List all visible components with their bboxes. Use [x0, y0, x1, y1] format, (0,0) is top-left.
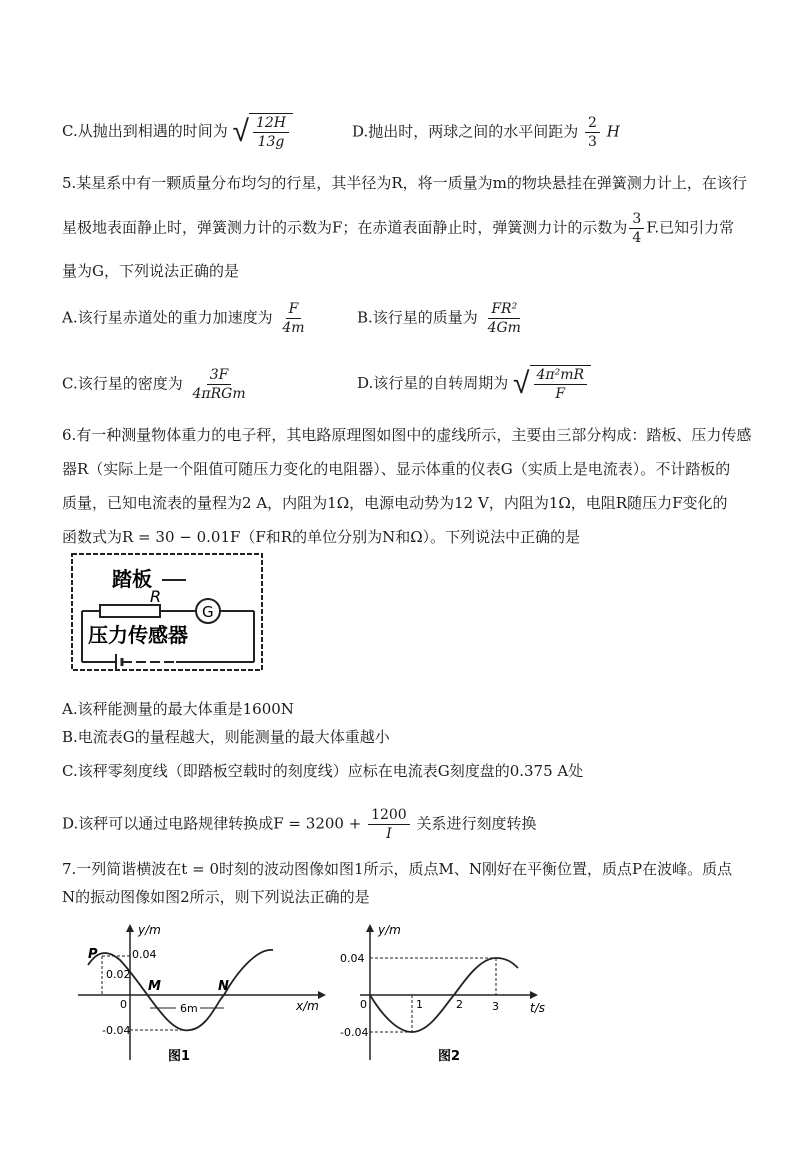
q6-option-a[interactable]: A.该秤能测量的最大体重是1600N — [62, 700, 294, 718]
origin-label: 0 — [360, 998, 367, 1011]
label-G: G — [202, 603, 214, 621]
y-axis-arrow — [126, 924, 134, 932]
q5-option-d[interactable]: D.该行星的自转周期为 √ $\frac{\text{4π²mR}}{F}$ — [357, 364, 591, 404]
q6-circuit-figure — [66, 550, 266, 680]
wave-curve — [88, 950, 273, 1031]
t-axis-arrow — [530, 991, 538, 999]
q6-option-c[interactable]: C.该秤零刻度线（即踏板空载时的刻度线）应标在电流表G刻度盘的0.375 A处 — [62, 762, 584, 780]
y-axis-label: y/m — [378, 923, 401, 937]
q4-options-row — [62, 112, 760, 152]
q6-stem-line1: 6.有一种测量物体重力的电子秤，其电路原理图如图中的虚线所示，主要由三部分构成：踏板、压力传感 — [62, 426, 752, 444]
q5-stem-line1: 5.某星系中有一颗质量分布均匀的行星，其半径为R，将一质量为m的物块悬挂在弹簧测力计上，在该行 — [62, 174, 747, 192]
sqrt-expression: √ $\frac{12H}{13g}$ — [233, 112, 294, 152]
label-M: M — [148, 979, 161, 994]
q6-stem-line2: 器R（实际上是一个阻值可随压力变化的电阻器）、显示体重的仪表G（实质上是电流表）。不计踏板的 — [62, 460, 731, 478]
q5-option-a[interactable]: A.该行星赤道处的重力加速度为 $\frac{F}{4m}$ — [62, 301, 305, 336]
q7-figure-2 — [340, 920, 560, 1070]
q5-stem-line3: 量为G，下列说法正确的是 — [62, 262, 239, 280]
resistor-R — [100, 605, 160, 617]
q6-option-b[interactable]: B.电流表G的量程越大，则能测量的最大体重越小 — [62, 728, 390, 746]
tick-t1: 1 — [416, 998, 423, 1011]
q5-options-cd — [62, 364, 760, 404]
q4-option-c[interactable]: C.从抛出到相遇的时间为 √ $\frac{12H}{13g}$ — [62, 112, 352, 152]
q4-option-d[interactable]: D.抛出时，两球之间的水平间距为 $\frac{2}{3}$ H — [352, 114, 620, 150]
q6-stem-line3: 质量，已知电流表的量程为2 A，内阻为1Ω，电源电动势为12 V，内阻为1Ω，电阻R随压力F变化的 — [62, 494, 728, 512]
t-axis-label: t/s — [530, 1001, 545, 1015]
q5-option-c[interactable]: C.该行星的密度为 $\frac{3F}{\text{4πRGm}}$ — [62, 366, 246, 402]
tick-neg-0.04: -0.04 — [340, 1026, 369, 1039]
tick-0.04: 0.04 — [132, 948, 157, 961]
figure-caption: 图1 — [168, 1049, 191, 1064]
origin-label: 0 — [120, 998, 127, 1011]
label-pressure-sensor: 压力传感器 — [88, 623, 188, 647]
label-P: P — [88, 947, 98, 962]
tick-neg-0.04: -0.04 — [102, 1024, 131, 1037]
label-N: N — [218, 979, 229, 994]
q7-figure-1 — [68, 920, 328, 1070]
tick-t2: 2 — [456, 998, 463, 1011]
label-pedal: 踏板 — [112, 567, 152, 591]
q5-options-ab — [62, 300, 760, 337]
y-axis-arrow — [366, 924, 374, 932]
y-axis-label: y/m — [138, 923, 161, 937]
q6-stem-line4: 函数式为R = 30 − 0.01F（F和R的单位分别为N和Ω）。下列说法中正确的是 — [62, 528, 581, 546]
q5-option-b[interactable]: B.该行星的质量为 $\frac{\text{FR²}}{4Gm}$ — [357, 301, 521, 336]
q7-stem-line1: 7.一列简谐横波在t = 0时刻的波动图像如图1所示，质点M、N刚好在平衡位置，质点P在波峰。质点 — [62, 860, 733, 878]
span-label: 6m — [180, 1002, 198, 1015]
q5-stem-line2: 星极地表面静止时，弹簧测力计的示数为F；在赤道表面静止时，弹簧测力计的示数为 $\frac{3}{4}$ F.已知引力常 — [62, 211, 735, 246]
tick-t3: 3 — [492, 1000, 499, 1013]
x-axis-arrow — [318, 991, 326, 999]
q6-option-d[interactable]: D.该秤可以通过电路规律转换成F = 3200 + $\frac{1200}{I}$ 关系进行刻度转换 — [62, 807, 537, 842]
q7-stem-line2: N的振动图像如图2所示，则下列说法正确的是 — [62, 888, 370, 906]
label-R: R — [150, 587, 162, 606]
tick-0.02: 0.02 — [106, 968, 131, 981]
figure-caption: 图2 — [438, 1049, 461, 1064]
tick-0.04: 0.04 — [340, 952, 365, 965]
x-axis-label: x/m — [296, 999, 319, 1013]
